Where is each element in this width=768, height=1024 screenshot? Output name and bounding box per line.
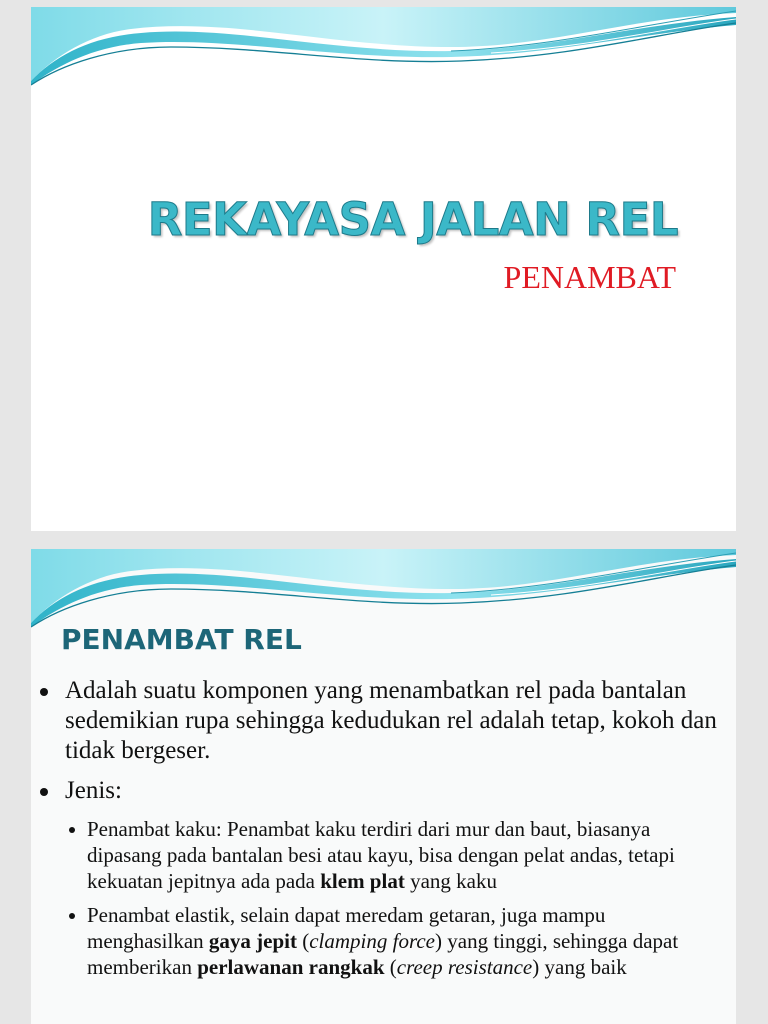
presentation-subtitle: PENAMBAT	[503, 259, 676, 295]
sub-bullet-text: ) yang tinggi, sehingga dapat memberikan	[87, 929, 679, 979]
sub-bullet-text: ) yang baik	[532, 955, 627, 979]
content-slide	[31, 549, 736, 1024]
bullet-list	[39, 676, 729, 988]
sub-bullet-text: Penambat kaku: Penambat kaku terdiri dari mur dan baut, biasanya dipasang pada bantalan besi atau kayu, bisa dengan pelat andas, tetapi kekuatan jepitnya ada pada	[87, 817, 675, 893]
italic-term: clamping force	[309, 929, 435, 953]
bold-term: gaya jepit	[208, 929, 297, 953]
bold-term: perlawanan rangkak	[197, 955, 385, 979]
sub-bullet-text: (	[296, 929, 310, 953]
bullet-definition: Adalah suatu komponen yang menambatkan rel pada bantalan sedemikian rupa sehingga kedudukan rel adalah tetap, kokoh dan tidak bergeser.	[39, 676, 729, 766]
bullet-types: Jenis:	[39, 776, 729, 806]
header-wave-decoration	[31, 549, 736, 629]
sub-bullet-text: yang kaku	[404, 869, 497, 893]
presentation-title: REKAYASA JALAN REL	[147, 193, 678, 246]
bold-term: klem plat	[320, 869, 405, 893]
sub-bullet-text: (	[384, 955, 397, 979]
sub-bullet-elastic-fastener	[67, 902, 717, 980]
header-wave-decoration	[31, 7, 736, 87]
italic-term: creep resistance	[396, 955, 533, 979]
sub-bullet-rigid-fastener	[67, 816, 717, 894]
sub-bullet-text: Penambat elastik, selain dapat meredam getaran, juga mampu menghasilkan	[87, 903, 606, 953]
slide-heading: PENAMBAT REL	[61, 623, 302, 656]
title-slide	[31, 7, 736, 531]
